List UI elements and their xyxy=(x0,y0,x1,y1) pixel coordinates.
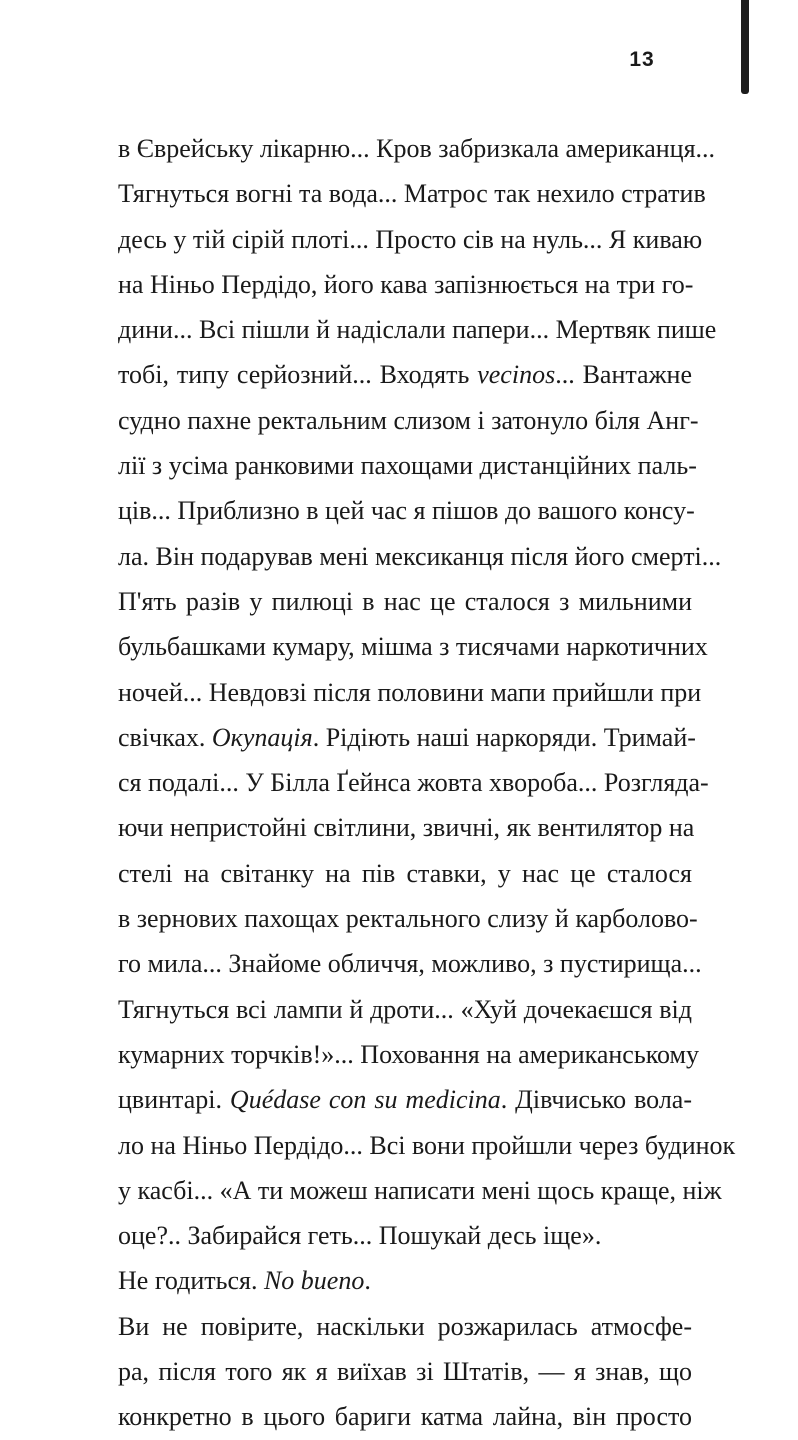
text-segment: конкретно в цього бариги катма лайна, він просто xyxy=(118,1402,692,1432)
italic-phrase: vecinos xyxy=(477,360,556,390)
text-line xyxy=(118,171,706,216)
text-segment: Тягнуться всі лампи й дроти... «Хуй дочекаєшся від xyxy=(118,994,692,1024)
text-line xyxy=(118,1123,736,1168)
text-line xyxy=(118,851,692,896)
italic-phrase: No bueno xyxy=(263,1266,365,1296)
italic-phrase: Quédase con su medicina xyxy=(229,1085,501,1115)
text-line xyxy=(118,1077,692,1122)
text-segment: тобі, типу серйозний... Входять xyxy=(118,360,478,390)
text-line xyxy=(118,1258,692,1303)
text-line xyxy=(118,1394,692,1439)
text-segment: . Дівчисько вола- xyxy=(500,1085,692,1115)
text-segment: ців... Приблизно в цей час я пішов до вашого консу- xyxy=(118,496,695,526)
text-segment: ло на Ніньо Пердідо... Всі вони пройшли через будинок xyxy=(118,1130,736,1160)
text-segment: дини... Всі пішли й надіслали папери... Мертвяк пише xyxy=(118,315,717,345)
text-segment: судно пахне ректальним слизом і затонуло біля Анг- xyxy=(118,405,699,435)
text-segment: кумарних торчків!»... Поховання на американському xyxy=(118,1039,699,1069)
text-line xyxy=(118,262,692,307)
text-line xyxy=(118,670,702,715)
text-line xyxy=(118,1213,692,1258)
text-segment: бульбашками кумару, мішма з тисячами наркотичних xyxy=(118,632,708,662)
text-line xyxy=(118,941,702,986)
text-line xyxy=(118,715,696,760)
text-line xyxy=(118,398,699,443)
text-segment: ... Вантажне xyxy=(555,360,693,390)
text-segment: в зернових пахощах ректального слизу й карболово- xyxy=(118,904,698,934)
text-segment: Не годиться. xyxy=(118,1266,264,1296)
text-segment: . Рідіють наші наркоряди. Тримай- xyxy=(312,722,696,752)
text-segment: Тягнуться вогні та вода... Матрос так нехило стратив xyxy=(118,179,706,209)
text-segment: ся подалі... У Білла Ґейнса жовта хвороба... Розгляда- xyxy=(118,768,709,798)
text-segment: десь у тій сірій плоті... Просто сів на нуль... Я киваю xyxy=(118,224,703,254)
page-binding-edge xyxy=(741,0,749,94)
text-segment: на Ніньо Пердідо, його кава запізнюється на три го- xyxy=(118,269,694,299)
text-line xyxy=(118,443,697,488)
text-segment: ючи непристойні світлини, звичні, як вентилятор на xyxy=(118,813,695,843)
text-line xyxy=(118,624,708,669)
text-line xyxy=(118,987,692,1032)
text-line xyxy=(118,1032,699,1077)
text-line xyxy=(118,579,692,624)
text-segment: стелі на світанку на пів ставки, у нас це сталося xyxy=(118,858,692,888)
text-line xyxy=(118,896,698,941)
text-segment: в Єврейську лікарню... Кров забризкала американця... xyxy=(118,134,716,163)
text-line xyxy=(118,534,722,579)
text-segment: ночей... Невдовзі після половини мапи прийшли при xyxy=(118,677,702,707)
text-segment: ла. Він подарував мені мексиканця після його смерті... xyxy=(118,541,722,571)
text-line xyxy=(118,1349,692,1394)
text-line xyxy=(118,1168,722,1213)
text-segment: Ви не повірите, наскільки розжарилась атмосфе- xyxy=(118,1311,692,1341)
text-segment: П'ять разів у пилюці в нас це сталося з мильними xyxy=(118,586,692,616)
text-segment: оце?.. Забирайся геть... Пошукай десь іще». xyxy=(118,1221,602,1251)
text-segment: свічках. xyxy=(118,722,212,752)
text-segment: . xyxy=(364,1266,371,1296)
text-segment: у касбі... «А ти можеш написати мені щось краще, ніж xyxy=(118,1175,722,1205)
text-line xyxy=(118,488,695,533)
text-line xyxy=(118,352,692,397)
page-number: 13 xyxy=(629,48,655,71)
text-segment: ра, після того як я виїхав зі Штатів, — я знав, що xyxy=(118,1357,692,1387)
text-segment: лії з усіма ранковими пахощами дистанційних паль- xyxy=(118,451,697,481)
text-segment: го мила... Знайоме обличчя, можливо, з пустирища... xyxy=(118,949,702,979)
body-text xyxy=(118,126,736,1440)
text-line xyxy=(118,805,695,850)
text-line xyxy=(118,217,703,262)
text-line xyxy=(118,1304,692,1349)
text-line xyxy=(118,307,717,352)
text-segment: цвинтарі. xyxy=(118,1085,230,1115)
italic-phrase: Окупація xyxy=(211,722,313,752)
text-line xyxy=(118,126,716,171)
text-line xyxy=(118,760,709,805)
